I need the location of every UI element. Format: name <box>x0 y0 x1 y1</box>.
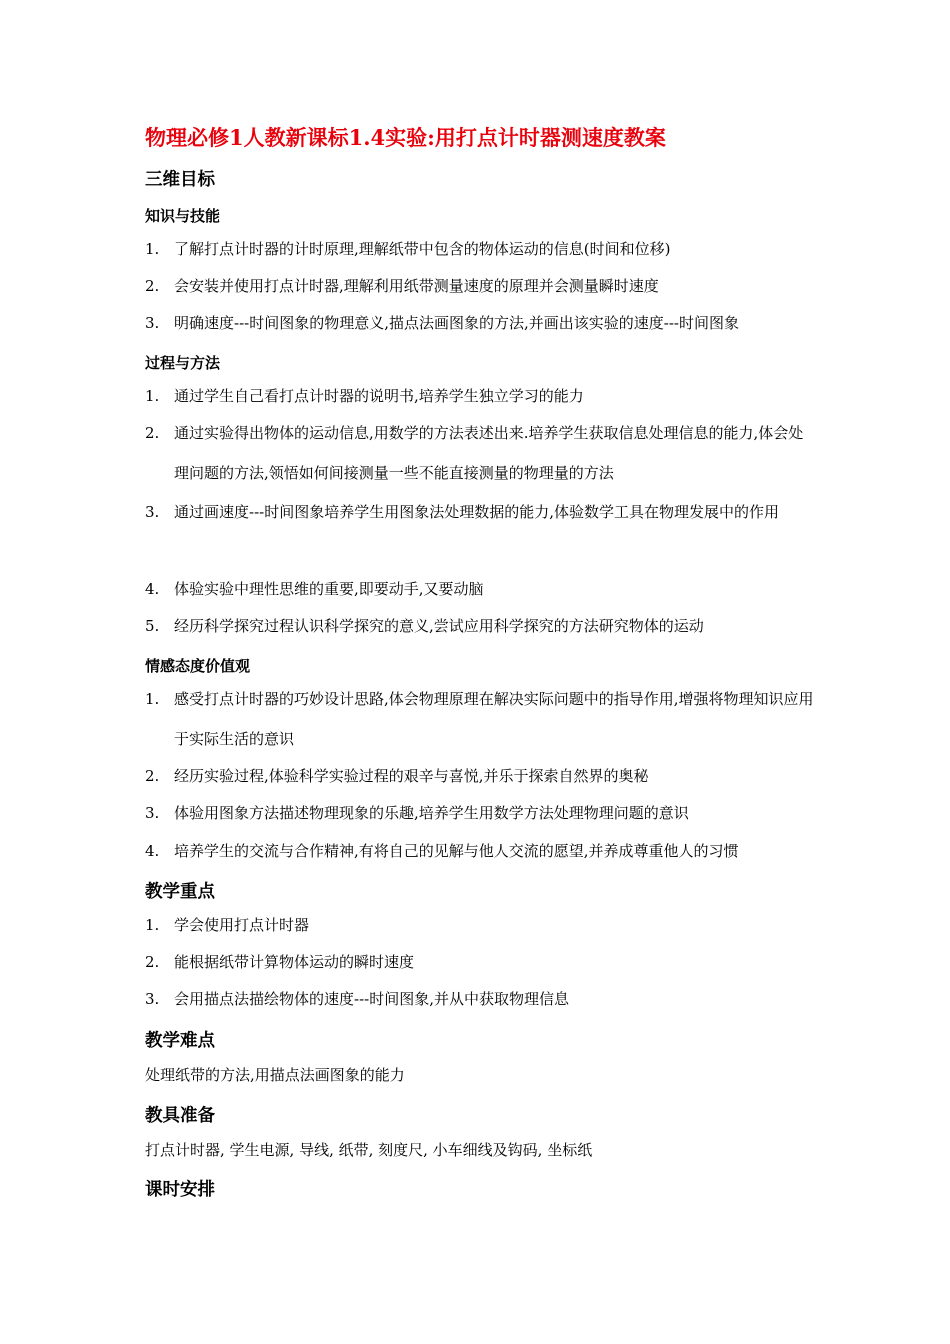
list-text: 了解打点计时器的计时原理,理解纸带中包含的物体运动的信息(时间和位移) <box>174 240 671 258</box>
list-text: 经历科学探究过程认识科学探究的意义,尝试应用科学探究的方法研究物体的运动 <box>174 617 704 635</box>
list-number: 1. <box>145 387 160 405</box>
list-item <box>145 793 815 833</box>
list-number: 2. <box>145 767 160 785</box>
list-item <box>145 679 815 759</box>
list-item <box>145 905 815 945</box>
list-number: 2. <box>145 424 160 442</box>
heading-knowledge-skills: 知识与技能 <box>145 207 221 225</box>
list-text: 通过实验得出物体的运动信息,用数学的方法表述出来.培养学生获取信息处理信息的能力,体会处理问题的方法,领悟如何间接测量一些不能直接测量的物理量的方法 <box>174 424 804 482</box>
list-item <box>145 979 815 1019</box>
list-text: 感受打点计时器的巧妙设计思路,体会物理原理在解决实际问题中的指导作用,增强将物理知识应用于实际生活的意识 <box>174 690 814 748</box>
heading-difficulties: 教学难点 <box>145 1031 215 1051</box>
list-number: 1. <box>145 916 160 934</box>
heading-emotion-values: 情感态度价值观 <box>145 657 251 675</box>
list-item <box>145 606 815 646</box>
list-number: 1. <box>145 690 160 708</box>
heading-schedule: 课时安排 <box>145 1180 215 1200</box>
list-item <box>145 569 815 609</box>
list-text: 明确速度---时间图象的物理意义,描点法画图象的方法,并画出该实验的速度---时间图象 <box>174 314 739 332</box>
heading-three-dimensional-goals: 三维目标 <box>145 170 215 190</box>
list-text: 学会使用打点计时器 <box>174 916 310 934</box>
list-item <box>145 942 815 982</box>
list-text: 经历实验过程,体验科学实验过程的艰辛与喜悦,并乐于探索自然界的奥秘 <box>174 767 649 785</box>
list-number: 3. <box>145 990 160 1008</box>
list-text: 会用描点法描绘物体的速度---时间图象,并从中获取物理信息 <box>174 990 569 1008</box>
difficulties-text: 处理纸带的方法,用描点法画图象的能力 <box>145 1066 405 1084</box>
list-item <box>145 376 815 416</box>
list-text: 培养学生的交流与合作精神,有将自己的见解与他人交流的愿望,并养成尊重他人的习惯 <box>174 842 739 860</box>
list-item <box>145 229 815 269</box>
list-text: 体验用图象方法描述物理现象的乐趣,培养学生用数学方法处理物理问题的意识 <box>174 804 689 822</box>
list-text: 通过画速度---时间图象培养学生用图象法处理数据的能力,体验数学工具在物理发展中的作用 <box>174 503 779 521</box>
equipment-text: 打点计时器, 学生电源, 导线, 纸带, 刻度尺, 小车细线及钩码, 坐标纸 <box>145 1141 593 1159</box>
list-item <box>145 831 815 871</box>
list-number: 3. <box>145 314 160 332</box>
list-item <box>145 756 815 796</box>
document-title: 物理必修1人教新课标1.4实验:用打点计时器测速度教案 <box>145 125 666 150</box>
list-number: 3. <box>145 503 160 521</box>
list-text: 会安装并使用打点计时器,理解利用纸带测量速度的原理并会测量瞬时速度 <box>174 277 659 295</box>
list-text: 体验实验中理性思维的重要,即要动手,又要动脑 <box>174 580 484 598</box>
list-number: 1. <box>145 240 160 258</box>
list-number: 3. <box>145 804 160 822</box>
list-text: 能根据纸带计算物体运动的瞬时速度 <box>174 953 415 971</box>
list-item <box>145 266 815 306</box>
list-number: 4. <box>145 842 160 860</box>
heading-key-points: 教学重点 <box>145 882 215 902</box>
list-item <box>145 492 815 532</box>
list-number: 4. <box>145 580 160 598</box>
list-number: 2. <box>145 953 160 971</box>
list-item <box>145 303 815 343</box>
list-number: 2. <box>145 277 160 295</box>
list-text: 通过学生自己看打点计时器的说明书,培养学生独立学习的能力 <box>174 387 584 405</box>
list-item <box>145 413 815 493</box>
list-number: 5. <box>145 617 160 635</box>
heading-equipment: 教具准备 <box>145 1106 215 1126</box>
heading-process-methods: 过程与方法 <box>145 354 221 372</box>
